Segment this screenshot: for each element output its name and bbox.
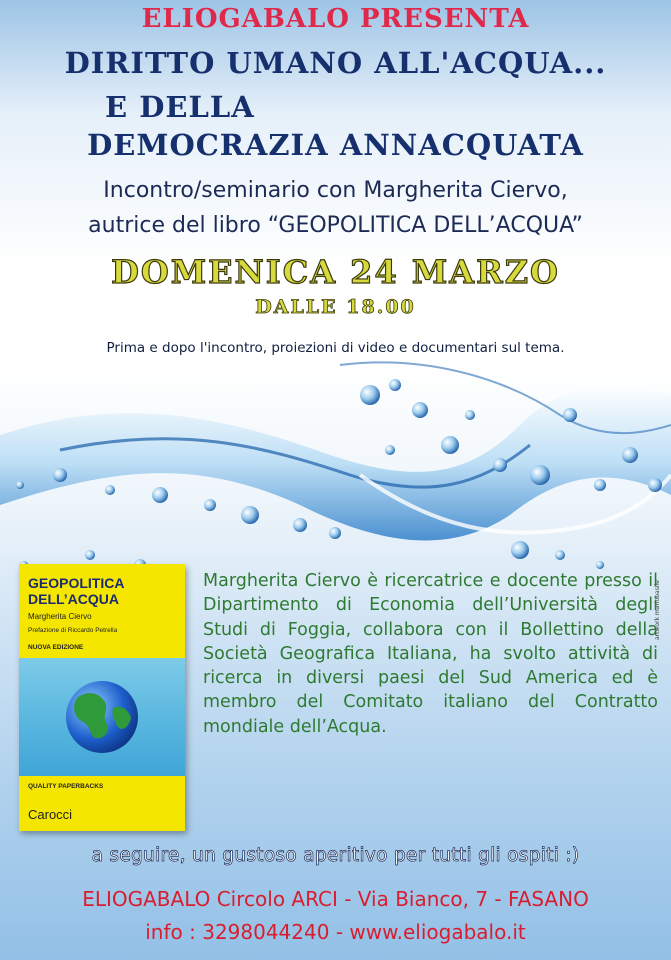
book-series: QUALITY PAPERBACKS — [28, 783, 104, 790]
event-time: DALLE 18.00 — [255, 296, 416, 318]
event-date: DOMENICA 24 MARZO — [111, 253, 560, 291]
venue-address: ELIOGABALO Circolo ARCI - Via Bianco, 7 - FASANO — [82, 887, 589, 911]
book-publisher: Carocci — [28, 807, 73, 822]
artwork-credit: artwork mariobasile — [654, 580, 661, 640]
event-note: Prima e dopo l'incontro, proiezioni di video e documentari sul tema. — [106, 340, 565, 356]
title-line-3: DEMOCRAZIA ANNACQUATA — [87, 128, 584, 162]
water-wave-illustration — [0, 355, 671, 585]
author-bio: Margherita Ciervo è ricercatrice e docente presso il Dipartimento di Economia dell’Università degli Studi di Foggia, collabora con il Bollettino della Società Geografica Italiana, ha svolto attività di ricerca in diversi paesi del Sud America ed è membro del Comitato italiano del Contratto mondiale dell’Acqua. — [203, 571, 658, 737]
book-cover — [19, 564, 185, 831]
book-title: GEOPOLITICA DELL’ACQUA — [28, 575, 125, 607]
book-globe-panel — [19, 658, 185, 776]
presenta-heading: ELIOGABALO PRESENTA — [141, 4, 530, 34]
contact-info: info : 3298044240 - www.eliogabalo.it — [145, 920, 526, 944]
title-line-1: DIRITTO UMANO ALL'ACQUA... — [64, 46, 607, 80]
subtitle-line-2: autrice del libro “GEOPOLITICA DELL’ACQUA” — [88, 213, 583, 238]
globe-icon — [19, 658, 185, 776]
book-edition: NUOVA EDIZIONE — [28, 644, 84, 651]
book-preface: Prefazione di Riccardo Petrella — [28, 627, 118, 634]
book-author: Margherita Ciervo — [28, 612, 92, 621]
title-line-2: E DELLA — [105, 90, 255, 124]
aperitivo-note: a seguire, un gustoso aperitivo per tutti gli ospiti :) — [91, 845, 580, 866]
subtitle-line-1: Incontro/seminario con Margherita Ciervo, — [103, 178, 568, 203]
